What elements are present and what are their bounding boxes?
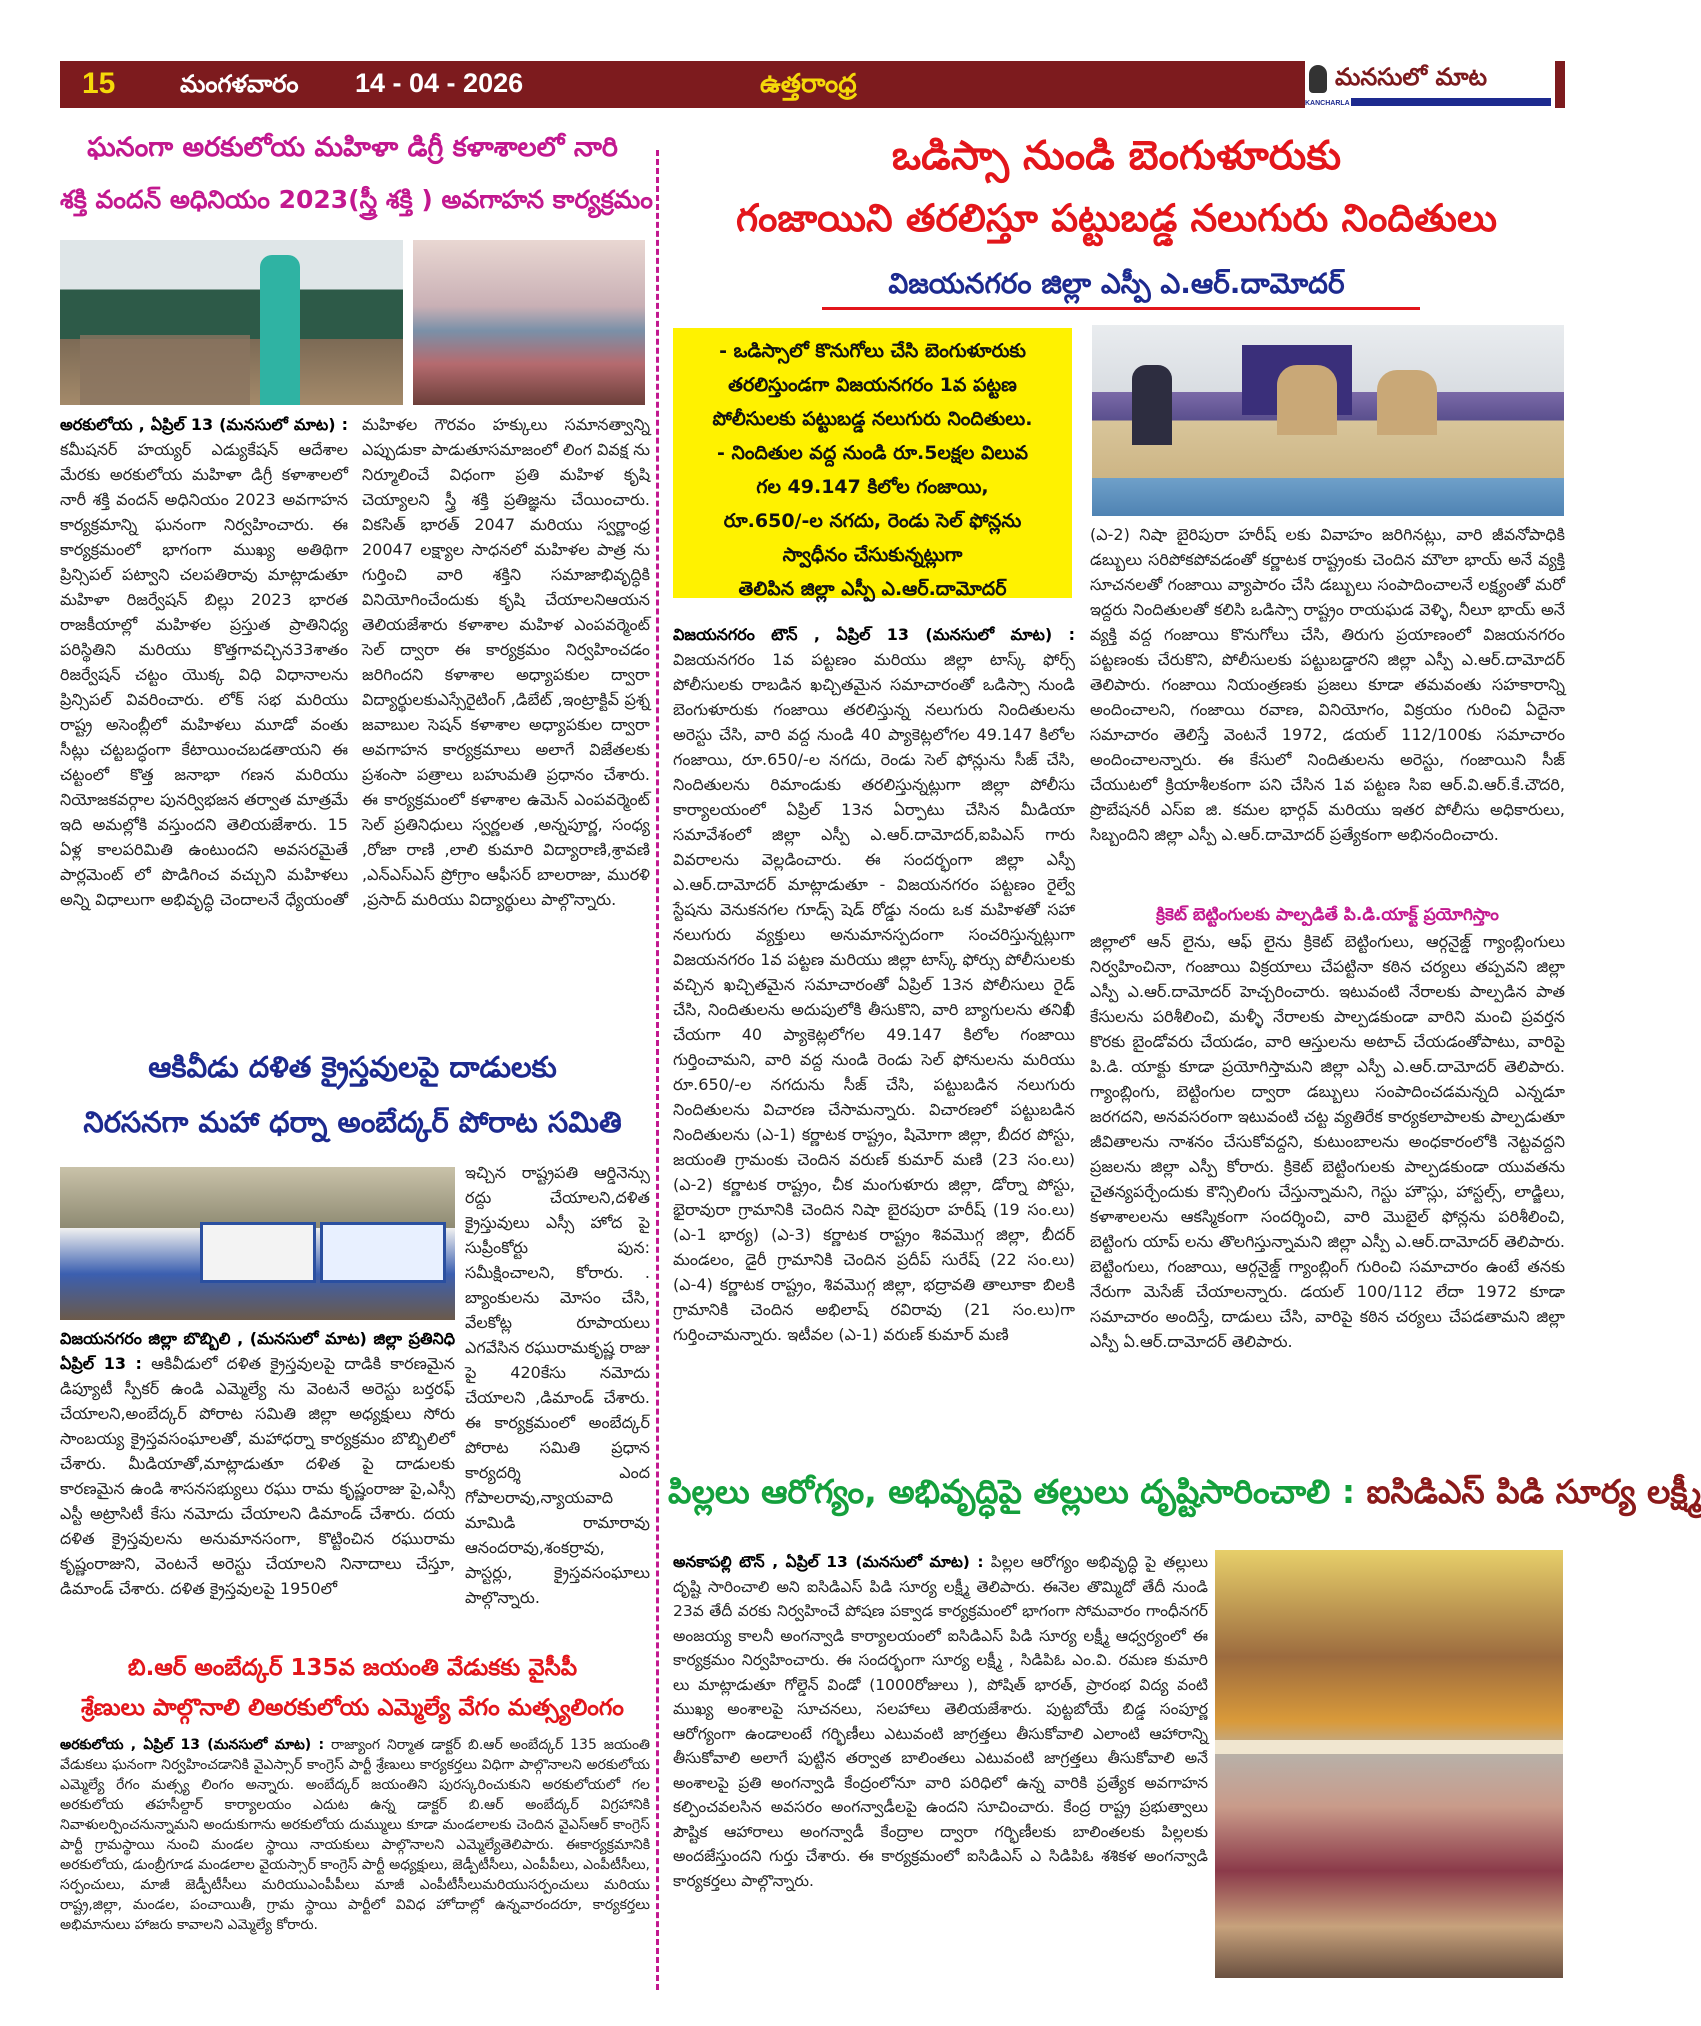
dateline: విజయనగరం జిల్లా బొబ్బిలి , (మనసులో మాట) జిల్లా ప్రతినిధి ఏప్రిల్ 13 : [60, 1329, 455, 1373]
dateline: అనకాపల్లి టౌన్ , ఏప్రిల్ 13 (మనసులో మాట) : [673, 1553, 984, 1571]
subhead-underline [822, 307, 1420, 310]
masthead-bar [60, 61, 1565, 108]
article3-headline [60, 1648, 645, 1728]
headline-line: నిరసనగా మహా ధర్నా అంబేద్కర్ పోరాట సమితి [83, 1105, 622, 1139]
highlight-line: తరలిస్తుండగా విజయనగరం 1వ పట్టణ [728, 374, 1017, 396]
article5-headline [668, 1452, 1701, 1532]
article2-headline [60, 1040, 645, 1150]
section-name: ఉత్తరాంధ్ర [760, 69, 857, 99]
lead-photo-press-meet [1092, 325, 1564, 516]
headline-line: శ్రేణులు పాల్గొనాలి లిఅరకులోయ ఎమ్మెల్యే వేగం మత్స్యలింగం [81, 1695, 624, 1721]
article3-body [60, 1735, 650, 1975]
weekday: మంగళవారం [180, 70, 299, 98]
logo-name: మనసులో మాట [1335, 63, 1488, 91]
issue-date: 14 - 04 - 2026 [355, 68, 524, 98]
dateline: అరకులోయ , ఏప్రిల్ 13 (మనసులో మాట) : [60, 415, 348, 434]
headline-part: పిల్లలు ఆరోగ్యం, అభివృద్ధిపై తల్లులు దృష్టిసారించాలి : [668, 1472, 1356, 1511]
headline-part: ఐసిడిఎస్ పిడి సూర్య లక్ష్మీ [1366, 1472, 1701, 1511]
highlight-line: రూ.650/-ల నగదు, రెండు సెల్ ఫోన్లను [723, 510, 1022, 532]
highlight-line: - నిందితుల వద్ద నుండి రూ.5లక్షల విలువ [716, 442, 1029, 464]
newspaper-logo [1305, 61, 1555, 108]
page-number: 15 [82, 67, 116, 100]
highlight-line: పోలీసులకు పట్టుబడ్డ నలుగురు నిందితులు. [712, 408, 1033, 430]
article5-photo-anganwadi [1215, 1550, 1563, 1978]
logo-strip [1351, 98, 1551, 106]
headline-line: ఆకివీడు దళిత క్రైస్తవులపై దాడులకు [148, 1050, 557, 1084]
highlight-line: స్వాధీనం చేసుకున్నట్లుగా [782, 544, 963, 566]
founder-portrait-icon [1309, 65, 1327, 93]
lead-headline [668, 125, 1565, 249]
lead-body-col1 [673, 622, 1075, 1432]
lead-subhead: విజయనగరం జిల్లా ఎస్పీ ఎ.ఆర్.దామోదర్ [888, 267, 1345, 300]
lead-body-col2b [1090, 929, 1565, 1434]
article-text: జిల్లాలో ఆన్ లైను, ఆఫ్ లైను క్రికెట్ బెట్టింగులు, ఆర్గనైజ్డ్ గ్యాంబ్లింగులు నిర్వహించినా, గంజాయి విక్రయాలు చేపట్టినా కఠిన చర్యలు తప్పవని జిల్లా ఎస్పీ ఎ.ఆర్.దామోదర్ హెచ్చరించారు. ఇటువంటి నేరాలకు పాల్పడిన పాత కేసులను పరిశీలించి, మళ్ళీ నేరాలకు పాల్పడకుండా వారిని మంచి ప్రవర్తన కొరకు బైండోవరు చేయడం, వారి ఆస్తులను అటాచ్ చేయడంతోపాటు, వారిపై పి.డి. యాక్టు కూడా ప్రయోగిస్తామని జిల్లా ఎస్పీ ఎ.ఆర్.దామోదర్ తెలిపారు. గ్యాంబ్లింగు, బెట్టింగుల ద్వారా డబ్బులు సంపాదించడమన్నది ఎన్నడూ జరగదని, అనవసరంగా ఇటువంటి చట్ట వ్యతిరేక కార్యకలాపాలకు పాల్పడుతూ జీవితాలను నాశనం చేసుకోవద్దని, కుటుంబాలను అంధకారంలోకి నెట్టవద్దని ప్రజలను జిల్లా ఎస్పీ కోరారు. క్రికెట్ బెట్టింగులకు పాల్పడకుండా యువతను చైతన్యపర్చేందుకు కౌన్సిలింగు చేస్తున్నామని, గెస్టు హౌస్లు, హాస్టల్స్, లాడ్జిలు, కళాశాలలను ఆకస్మికంగా సందర్శించి, వారి మొబైల్ ఫోన్లను పరిశీలించి, బెట్టింగు యాప్ లను తొలగిస్తున్నామని జిల్లా ఎస్పీ ఎ.ఆర్.దామోదర్ తెలిపారు. బెట్టింగులు, గంజాయి, ఆర్గనైజ్డ్ గ్యాంబ్లింగ్ గురించి సమాచారం ఉంటే తనకు నేరుగా మెసేజ్ చేయాలన్నారు. డయల్ 100/112 లేదా 1972 కూడా సమాచారం అందిస్తే, దాడులు చేసి, వారిపై కఠిన చర్యలు చేపడతామని జిల్లా ఎస్పీ ఏ.ఆర్.దామోదర్ తెలిపారు. [1090, 932, 1565, 1351]
article1-photo-students [413, 240, 645, 405]
article-text: కమీషనర్ హయ్యర్ ఎడ్యుకేషన్ ఆదేశాల మేరకు అరకులోయ మహిళా డిగ్రీ కళాశాలలో నారీ శక్తి వందన్ అధినియం 2023 అవగాహన కార్యక్రమాన్ని ఘనంగా నిర్వహించారు. ఈ కార్యక్రమంలో భాగంగా ముఖ్య అతిథిగా ప్రిన్సిపల్ పట్వాని చలపతిరావు మాట్లాడుతూ మహిళా రిజర్వేషన్ బిల్లు 2023 భారత రాజకీయాల్లో మహిళల ప్రస్తుత ప్రాతినిధ్య పరిస్థితిని మరియు కొత్తగావచ్చిన33శాతం రిజర్వేషన్ చట్టం యొక్క విధి విధానాలను ప్రిన్సిపల్ వివరించారు. లోక్ సభ మరియు రాష్ట్ర అసెంబ్లీలో మహిళలు మూడో వంతు సీట్లు చట్టబద్ధంగా కేటాయించబడతాయని ఈ చట్టంలో కొత్త జనాభా గణన మరియు నియోజకవర్గాల పునర్విభజన తర్వాత మాత్రమే ఇది అమల్లోకి వస్తుందని తెలియజేశారు. 15 ఏళ్ల కాలపరిమితి ఉంటుందని అవసరమైతే పార్లమెంట్ లో పొడిగించ వచ్చుని మహిళలు అన్ని విధాలుగా అభివృద్ధి చెందాలనే ధ్యేయంతో మహిళల గౌరవం హక్కులు సమానత్వాన్ని ఎప్పుడుకా పాడుతూసమాజంలో లింగ వివక్ష ను నిర్మూలించే విధంగా ప్రతి మహిళ కృషి చెయ్యాలని స్త్రీ శక్తి ప్రతిజ్ఞను చేయించారు. వికసిత్ భారత్ 2047 మరియు స్వర్ణాంధ్ర 20047 లక్ష్యాల సాధనలో మహిళల పాత్ర ను గుర్తించి వారి శక్తిని సమాజాభివృద్ధికి వినియోగించేందుకు కృషి చేయాలనిఆయన తెలియజేశారు కళాశాల మహిళ ఎంపవర్మెంట్ సెల్ ద్వారా ఈ కార్యక్రమం నిర్వహించడం జరిగిందని కళాశాల అధ్యాపకుల ద్వారా విద్యార్థులకుఎస్సేరైటింగ్ ,డిబేట్ ,ఇంట్రాక్టివ్ ప్రశ్న జవాబుల సెషన్ కళాశాల అధ్యాపకుల ద్వారా అవగాహన కార్యక్రమాలు అలాగే విజేతలకు ప్రశంసా పత్రాలు బహుమతి ప్రధానం చేశారు. ఈ కార్యక్రమంలో కళాశాల ఉమెన్ ఎంపవర్మెంట్ సెల్ ప్రతినిధులు స్వర్ణలత ,అన్నపూర్ణ, సంధ్య ,రోజా రాణి ,లాలి కుమారి విద్యారాణి,శ్రావణి ,ఎన్ఎస్ఎస్ ప్రోగ్రాం ఆఫీసర్ బాలరాజు, మురళి ,ప్రసాద్ మరియు విద్యార్థులు పాల్గొన్నారు. [60, 415, 650, 909]
highlight-line: తెలిపిన జిల్లా ఎస్పీ ఎ.ఆర్.దామోదర్ [738, 578, 1007, 600]
headline-line: బి.ఆర్ అంబేద్కర్ 135వ జయంతి వేడుకకు వైసీపీ [127, 1655, 578, 1681]
dateline: విజయనగరం టౌన్ , ఏప్రిల్ 13 (మనసులో మాట) : [673, 625, 1075, 644]
inner-subhead: క్రికెట్ బెట్టింగులకు పాల్పడితే పి.డి.యాక్ట్ ప్రయోగిస్తాం [1156, 905, 1499, 925]
article2-photo-protest [60, 1167, 455, 1320]
article5-body [673, 1550, 1208, 1975]
article1-photo-classroom [60, 240, 403, 405]
lead-body-col2 [1090, 522, 1565, 902]
column-divider [656, 150, 659, 1990]
article2-body [60, 1326, 455, 1626]
headline-line: ఒడిస్సా నుండి బెంగుళూరుకు [891, 133, 1342, 179]
highlight-line: గల 49.147 కిలోల గంజాయి, [756, 476, 989, 498]
headline-line: ఘనంగా అరకులోయ మహిళా డిగ్రీ కళాశాలలో నారి [87, 132, 618, 163]
article-text: ఇచ్చిన రాష్ట్రపతి ఆర్డినెన్సు రద్దు చేయాలని,దళిత క్రైస్తువులు ఎస్సీ హోద పై సుప్రీంకోర్టు పున: సమీక్షించాలని, కోరారు. . బ్యాంకులను మోసం చేసి, వేలకోట్ల రూపాయలు ఎగవేసిన రఘురామకృష్ణ రాజు పై 420కేసు నమోదు చేయాలని ,డిమాండ్ చేశారు. ఈ కార్యక్రమంలో అంబేద్కర్ పోరాట సమితి ప్రధాన కార్యదర్శి ఎంద గోపాలరావు,న్యాయవాది మామిడి రామారావు ఆనందరావు,శంకర్రావు, పాస్టర్లు, క్రైస్తవసంఘాలు పాల్గొన్నారు. [465, 1163, 650, 1607]
highlight-line: - ఒడిస్సాలో కొనుగోలు చేసి బెంగుళూరుకు [719, 340, 1026, 362]
article1-body [60, 412, 650, 1007]
logo-sub: KANCHARLA [1305, 100, 1350, 107]
article1-headline [60, 122, 653, 226]
dateline: అరకులోయ , ఏప్రిల్ 13 (మనసులో మాట) : [60, 1737, 325, 1753]
article-text: ఆకివీడులో దళిత క్రైస్తవులపై దాడికి కారణమైన డిప్యూటీ స్పీకర్ ఉండి ఎమ్మెల్యే ను వెంటనే అరెస్టు బర్తరఫ్ చేయాలని,అంబేద్కర్ పోరాట సమితి జిల్లా అధ్యక్షులు సోరు సాంబయ్య క్రైస్తవసంఘాలతో, మహాధర్నా కార్యక్రమం బొబ్బిలిలో చేశారు. మీడియాతో,మాట్లాడుతూ దళిత పై దాడులకు కారణమైన ఉండి శాసనసభ్యులు రఘు రామ కృష్ణంరాజు పై,ఎస్సీ ఎస్టీ అట్రాసిటీ కేసు నమోదు చేయాలని డిమాండ్ చేశారు. దయ దళిత క్రైస్తవులను అనుమానసంగా, కొట్టించిన రఘురామ కృష్ణంరాజుని, వెంటనే అరెస్టు చేయాలని నినాదాలు చేస్తూ, డిమాండ్ చేశారు. దళిత క్రైస్తవులపై 1950లో [60, 1354, 455, 1598]
headline-line: గంజాయిని తరలిస్తూ పట్టుబడ్డ నలుగురు నిందితులు [735, 196, 1498, 240]
article2-body-continued [465, 1160, 650, 1625]
article-text: (ఎ-2) నిషా బైరిపురా హరీష్ లకు వివాహం జరిగినట్లు, వారి జీవనోపాధికి డబ్బులు సరిపోకపోవడంతో కర్ణాటక రాష్ట్రంకు చెందిన మౌలా భాయ్ అనే వ్యక్తి సూచనలతో గంజాయి వ్యాపారం చేసి డబ్బులు సంపాదించాలనే లక్ష్యంతో మరో ఇద్దరు నిందితులతో కలిసి ఒడిస్సా రాష్ట్రం రాయఘడ వెళ్ళి, నీలూ భాయ్ అనే వ్యక్తి వద్ద గంజాయి కొనుగోలు చేసి, తిరుగు ప్రయాణంలో విజయనగరం పట్టణంకు చేరుకొని, పోలీసులకు పట్టుబడ్డారని జిల్లా ఎస్పీ ఎ.ఆర్.దామోదర్ తెలిపారు. గంజాయి నియంత్రణకు ప్రజలు కూడా తమవంతు సహకారాన్ని అందించాలని, గంజాయి రవాణ, వినియోగం, విక్రయం గురించి ఏదైనా సమాచారం తెలిస్తే వెంటనే 1972, డయల్ 112/100కు సమాచారం అందించాలన్నారు. ఈ కేసులో నిందితులను అరెస్టు, గంజాయిని సీజ్ చేయుటలో క్రియాశీలకంగా పని చేసిన 1వ పట్టణ సిఐ ఆర్.వి.ఆర్.కే.చౌదరి, ప్రొబేషనరీ ఎస్ఐ జి. కమల భార్గవ్ మరియు ఇతర పోలీసు అధికారులు, సిబ్బందిని జిల్లా ఎస్పీ ఎ.ఆర్.దామోదర్ ప్రత్యేకంగా అభినందించారు. [1090, 525, 1565, 844]
article-text: విజయనగరం 1వ పట్టణం మరియు జిల్లా టాస్క్ ఫోర్స్ పోలీసులకు రాబడిన ఖచ్చితమైన సమాచారంతో ఒడిస్సా నుండి బెంగుళూరుకు గంజాయి తరలిస్తున్న నలుగురు నిందితులను అరెస్టు చేసి, వారి వద్ద నుండి 40 ప్యాకెట్లలోగల 49.147 కిలోల గంజాయి, రూ.650/-ల నగదు, రెండు సెల్ ఫోన్లును సీజ్ చేసి, నిందితులను రిమాండుకు తరలిస్తున్నట్లుగా జిల్లా పోలీసు కార్యాలయంలో ఏప్రిల్ 13న ఏర్పాటు చేసిన మీడియా సమావేశంలో జిల్లా ఎస్పీ ఎ.ఆర్.దామోదర్,ఐపిఎస్ గారు వివరాలను వెల్లడించారు. ఈ సందర్భంగా జిల్లా ఎస్పీ ఎ.ఆర్.దామోదర్ మాట్లాడుతూ - విజయనగరం పట్టణం రైల్వే స్టేషను వెనుకనగల గూడ్స్ షెడ్ రోడ్డు నందు ఒక మహిళతో సహా నలుగురు వ్యక్తులు అనుమానస్పదంగా సంచరిస్తున్నట్లుగా విజయనగరం 1వ పట్టణ మరియు జిల్లా టాస్క్ ఫోర్సు పోలీసులకు వచ్చిన ఖచ్చితమైన సమాచారంతో ఏప్రిల్ 13న పోలీసులు రైడ్ చేసి, నిందితులను అదుపులోకి తీసుకొని, వారి బ్యాగులను తనిఖీ చేయగా 40 ప్యాకెట్లలోగల 49.147 కిలోల గంజాయి గుర్తించామని, వారి వద్ద నుండి రెండు సెల్ ఫోనులను మరియు రూ.650/-ల నగదును సీజ్ చేసి, పట్టుబడిన నలుగురు నిందితులను విచారణ చేసామన్నారు. విచారణలో పట్టుబడిన నిందితులను (ఎ-1) కర్ణాటక రాష్ట్రం, షిమోగా జిల్లా, బీదర పోస్టు, జయంతి గ్రామంకు చెందిన వరుణ్ కుమార్ మణి (23 సం.లు) (ఎ-2) కర్ణాటక రాష్ట్రం, చీక మంగుళూరు జిల్లా, డోర్నా పోస్టు, భైరావురా గ్రామానికి చెందిన నిషా బైరపురా హరీష్ (19 సం.లు) (ఎ-1 భార్య) (ఎ-3) కర్ణాటక రాష్ట్రం శివమొగ్గ జిల్లా, బీదర్ మండలం, డైరీ గ్రామానికి చెందిన ప్రదీప్ సురేష్ (22 సం.లు) (ఎ-4) కర్ణాటక రాష్ట్రం, శివమొగ్గ జిల్లా, భద్రావతి తాలూకా బిలకి గ్రామానికి చెందిన అభిలాష్ రవిరావు (21 సం.లు)గా గుర్తించామన్నారు. ఇటీవల (ఎ-1) వరుణ్ కుమార్ మణి [673, 650, 1075, 1344]
article-text: రాజ్యాంగ నిర్మాత డాక్టర్ బి.ఆర్ అంబేద్కర్ 135 జయంతి వేడుకలు ఘనంగా నిర్వహించడానికి వైఎస్సార్ కాంగ్రెస్ పార్టీ శ్రేణులు కార్యకర్తలు విధిగా పాల్గొనాలని అరకులోయ ఎమ్మెల్యే రేగం మత్స్య లింగం అన్నారు. అంబేద్కర్ జయంతిని పురస్కరించుకుని అరకులోయలో గల అరకులోయ తహసీల్దార్ కార్యాలయం ఎదుట ఉన్న డాక్టర్ బి.ఆర్ అంబేద్కర్ విగ్రహానికి నివాళులర్పించనున్నామని అందుకుగాను అరకులోయ దుమ్ములు కూడా మండలాలకు చెందిన వైఎస్ఆర్ కాంగ్రెస్ పార్టీ గ్రామస్థాయి నుంచి మండల స్థాయి నాయకులు పాల్గొనాలని ఎమ్మెల్యేతెలిపారు. ఈకార్యక్రమానికి అరకులోయ, డుంబ్రీగూడ మండలాల వైయస్సార్ కాంగ్రెస్ పార్టీ అధ్యక్షులు, జెడ్పీటీసీలు, ఎంపీపీలు, ఎంపీటీసీలు, సర్పంచులు, మాజీ జెడ్పీటీసీలు మరియుఎంపీపీలు మాజీ ఎంపీటీసీలుమరియుసర్పంచులు మరియు రాష్ట్ర,జిల్లా, మండల, పంచాయితీ, గ్రామ స్థాయి పార్టీలో వివిధ హోదాల్లో ఉన్నవారందరూ, కార్యకర్తలు అభిమానులు హాజరు కావాలని ఎమ్మెల్యే కోరారు. [60, 1737, 651, 1933]
highlights-box [673, 328, 1072, 598]
headline-line: శక్తి వందన్ అధినియం 2023(స్త్రీ శక్తి ) అవగాహన కార్యక్రమం [60, 185, 653, 214]
article-text: పిల్లల ఆరోగ్యం అభివృద్ధి పై తల్లులు దృష్టి సారించాలి అని ఐసిడిఎస్ పిడి సూర్య లక్ష్మీ తెలిపారు. ఈనెల తొమ్మిదో తేదీ నుండి 23వ తేదీ వరకు నిర్వహించే పోషణ పక్వాడ కార్యక్రమంలో భాగంగా సోమవారం గాంధీనగర్ అంజయ్య కాలనీ అంగన్వాడి కార్యాలయంలో ఐసిడిఎస్ పిడి సూర్య లక్ష్మీ ఆధ్వర్యంలో ఈ కార్యక్రమం నిర్వహించారు. ఈ సందర్భంగా సూర్య లక్ష్మీ , సిడిపిఓ ఎం.వి. రమణ కుమారి లు మాట్లాడుతూ గోల్డెన్ విండో (1000రోజులు ), పోషిత్ భారత్, ప్రారంభ విద్య వంటి ముఖ్య అంశాలపై సూచనలు, సలహాలు తెలియజేశారు. పుట్టబోయే బిడ్డ సంపూర్ణ ఆరోగ్యంగా ఉండాలంటే గర్భిణీలు ఎటువంటి జాగ్రత్తలు తీసుకోవాలి ఎలాంటి ఆహారాన్ని తీసుకోవాలి అలాగే పుట్టిన తర్వాత బాలింతలు ఎటువంటి జాగ్రత్తలు తీసుకోవాలి అనే అంశాలపై ప్రతి అంగన్వాడి కేంద్రంలోనూ వారి పరిధిలో ఉన్న వారికి ప్రత్యేక అవగాహన కల్పించవలసిన అవసరం అంగన్వాడీలపై ఉందని సూచించారు. కేంద్ర రాష్ట్ర ప్రభుత్వాలు పౌష్టిక ఆహారాలు అంగన్వాడీ కేంద్రాల ద్వారా గర్భిణీలకు బాలింతలకు పిల్లలకు అందజేస్తుందని గుర్తు చేశారు. ఈ కార్యక్రమంలో ఐసిడిఎస్ ఎ సిడిపిఓ శశికళ అంగన్వాడి కార్యకర్తలు పాల్గొన్నారు. [673, 1553, 1208, 1890]
